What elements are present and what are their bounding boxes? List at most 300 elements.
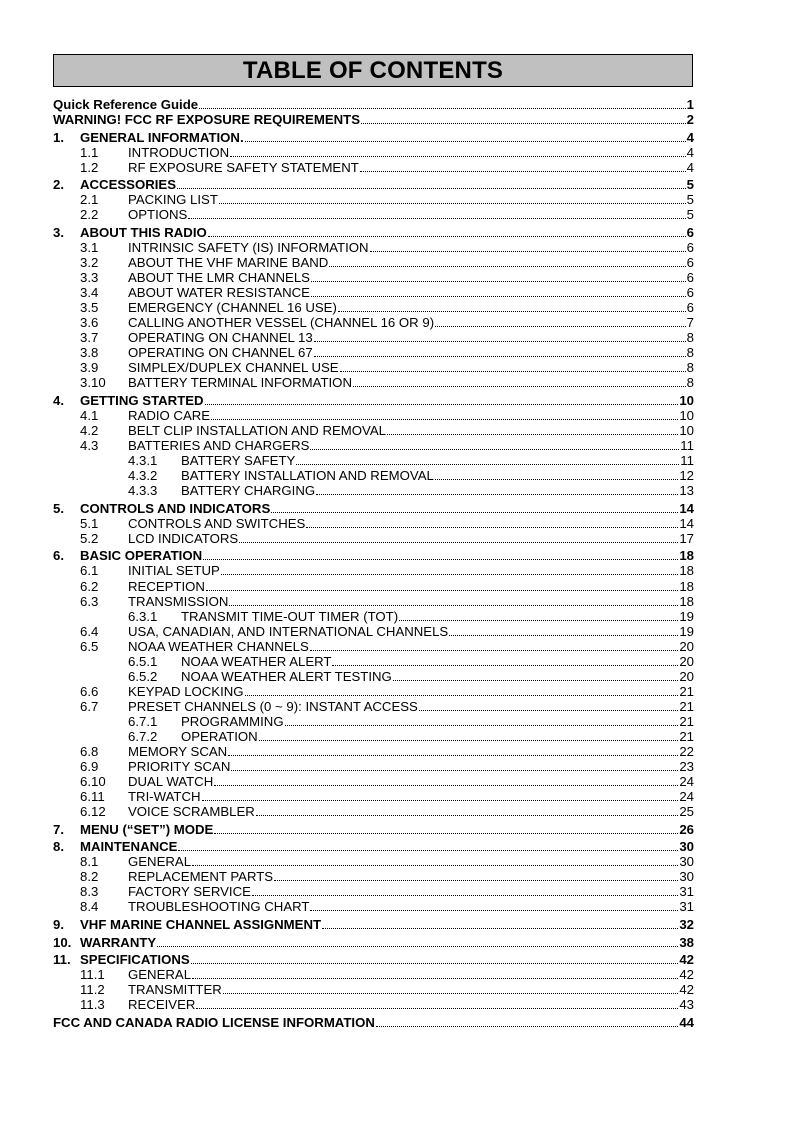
toc-entry-page: 17 bbox=[679, 530, 694, 546]
dot-leader bbox=[219, 193, 686, 204]
dot-leader bbox=[252, 885, 678, 896]
toc-entry[interactable] bbox=[53, 206, 694, 221]
dot-leader bbox=[221, 564, 678, 575]
toc-entry-page: 43 bbox=[679, 997, 694, 1013]
dot-leader bbox=[229, 595, 678, 606]
toc-entry-number: 3.8 bbox=[80, 345, 99, 361]
dot-leader bbox=[271, 502, 678, 513]
toc-entry-number: 3.10 bbox=[80, 375, 106, 391]
toc-entry-number: 5.2 bbox=[80, 530, 99, 546]
toc-entry-label: LCD INDICATORS bbox=[128, 530, 239, 546]
toc-entry-page: 24 bbox=[679, 789, 694, 805]
dot-leader bbox=[223, 983, 679, 994]
toc-entry-page: 42 bbox=[679, 982, 694, 998]
toc-entry[interactable] bbox=[53, 788, 694, 803]
page-title: TABLE OF CONTENTS bbox=[242, 56, 504, 84]
dot-leader bbox=[245, 131, 686, 142]
toc-entry-label: ABOUT WATER RESISTANCE bbox=[128, 285, 310, 301]
toc-entry-page: 4 bbox=[686, 159, 694, 175]
toc-entry-label: RECEPTION bbox=[128, 578, 205, 594]
toc-entry-page: 10 bbox=[679, 392, 694, 408]
dot-leader bbox=[177, 178, 686, 189]
toc-entry-page: 25 bbox=[679, 804, 694, 820]
toc-entry-page: 6 bbox=[686, 224, 694, 240]
toc-entry-label: PRIORITY SCAN bbox=[128, 759, 231, 775]
toc-entry[interactable] bbox=[53, 713, 694, 728]
toc-entry[interactable] bbox=[53, 407, 694, 422]
toc-entry-page: 11 bbox=[680, 438, 694, 454]
toc-entry[interactable] bbox=[53, 698, 694, 713]
toc-entry-label: INTRODUCTION bbox=[128, 144, 230, 160]
toc-entry-page: 42 bbox=[679, 952, 694, 968]
toc-entry-number: 1.1 bbox=[80, 144, 99, 160]
toc-entry[interactable] bbox=[53, 129, 694, 144]
toc-entry-page: 20 bbox=[679, 668, 694, 684]
toc-entry-page: 7 bbox=[686, 315, 694, 331]
toc-entry-page: 6 bbox=[686, 270, 694, 286]
toc-entry[interactable] bbox=[53, 284, 694, 299]
dot-leader bbox=[239, 532, 678, 543]
toc-entry-label: CONTROLS AND INDICATORS bbox=[80, 500, 271, 516]
toc-entry-label: GENERAL bbox=[128, 967, 192, 983]
toc-entry-page: 6 bbox=[686, 255, 694, 271]
toc-entry[interactable] bbox=[53, 593, 694, 608]
toc-entry-number: 6.7 bbox=[80, 698, 99, 714]
toc-entry-number: 6. bbox=[53, 548, 64, 564]
toc-entry[interactable] bbox=[53, 191, 694, 206]
toc-entry[interactable] bbox=[53, 743, 694, 758]
dot-leader bbox=[306, 517, 678, 528]
dot-leader bbox=[316, 484, 678, 495]
toc-entry-page: 21 bbox=[679, 698, 694, 714]
toc-entry-label: TROUBLESHOOTING CHART bbox=[128, 899, 310, 915]
toc-entry-number: 6.3.1 bbox=[128, 608, 158, 624]
toc-entry-page: 20 bbox=[679, 653, 694, 669]
toc-entry-number: 4.3 bbox=[80, 438, 99, 454]
toc-entry[interactable] bbox=[53, 452, 694, 467]
toc-entry-page: 21 bbox=[679, 683, 694, 699]
toc-entry[interactable] bbox=[53, 314, 694, 329]
dot-leader bbox=[256, 805, 679, 816]
dot-leader bbox=[311, 271, 686, 282]
toc-entry-page: 30 bbox=[679, 869, 694, 885]
toc-entry-page: 21 bbox=[679, 728, 694, 744]
toc-entry[interactable] bbox=[53, 344, 694, 359]
toc-entry[interactable] bbox=[53, 868, 694, 883]
toc-entry-number: 8.3 bbox=[80, 884, 99, 900]
toc-entry-number: 4.3.1 bbox=[128, 453, 158, 469]
toc-entry[interactable] bbox=[53, 577, 694, 592]
toc-entry-page: 44 bbox=[679, 1014, 694, 1030]
toc-entry-label: OPTIONS bbox=[128, 207, 188, 223]
toc-list bbox=[53, 96, 694, 1029]
toc-entry[interactable] bbox=[53, 437, 694, 452]
toc-entry[interactable] bbox=[53, 269, 694, 284]
toc-entry[interactable] bbox=[53, 608, 694, 623]
toc-entry-page: 4 bbox=[686, 129, 694, 145]
toc-entry-label: WARRANTY bbox=[80, 934, 157, 950]
toc-entry-number: 6.5.1 bbox=[128, 653, 158, 669]
toc-entry[interactable] bbox=[53, 500, 694, 515]
toc-entry-page: 2 bbox=[686, 112, 694, 128]
toc-entry-label: TRANSMITTER bbox=[128, 982, 222, 998]
toc-entry[interactable] bbox=[53, 515, 694, 530]
toc-entry-number: 3.1 bbox=[80, 239, 99, 255]
dot-leader bbox=[245, 685, 679, 696]
toc-entry-number: 4.1 bbox=[80, 407, 99, 423]
dot-leader bbox=[192, 855, 678, 866]
toc-entry-number: 6.10 bbox=[80, 774, 106, 790]
toc-entry-label: MEMORY SCAN bbox=[128, 744, 228, 760]
toc-entry-label: GENERAL INFORMATION. bbox=[80, 129, 244, 145]
dot-leader bbox=[435, 316, 686, 327]
toc-entry-label: USA, CANADIAN, AND INTERNATIONAL CHANNELS bbox=[128, 623, 449, 639]
toc-entry-label: KEYPAD LOCKING bbox=[128, 683, 244, 699]
dot-leader bbox=[435, 469, 679, 480]
dot-leader bbox=[202, 790, 679, 801]
toc-entry-number: 1. bbox=[53, 129, 64, 145]
toc-entry[interactable] bbox=[53, 916, 694, 931]
toc-entry-number: 6.6 bbox=[80, 683, 99, 699]
dot-leader bbox=[332, 655, 678, 666]
dot-leader bbox=[196, 998, 678, 1009]
toc-entry-number: 2.2 bbox=[80, 207, 99, 223]
toc-entry-label: NOAA WEATHER ALERT bbox=[181, 653, 332, 669]
toc-entry[interactable] bbox=[53, 773, 694, 788]
toc-entry-page: 22 bbox=[679, 744, 694, 760]
dot-leader bbox=[230, 146, 686, 157]
toc-entry-page: 42 bbox=[679, 967, 694, 983]
toc-entry-number: 1.2 bbox=[80, 159, 99, 175]
toc-entry-number: 8. bbox=[53, 839, 64, 855]
toc-entry[interactable] bbox=[53, 758, 694, 773]
toc-entry-page: 32 bbox=[679, 917, 694, 933]
toc-entry-number: 3.9 bbox=[80, 360, 99, 376]
dot-leader bbox=[310, 900, 678, 911]
toc-entry-page: 8 bbox=[686, 330, 694, 346]
toc-entry[interactable] bbox=[53, 299, 694, 314]
toc-entry-label: EMERGENCY (CHANNEL 16 USE) bbox=[128, 300, 337, 316]
dot-leader bbox=[311, 286, 686, 297]
toc-entry-page: 18 bbox=[679, 563, 694, 579]
toc-entry[interactable] bbox=[53, 467, 694, 482]
dot-leader bbox=[338, 301, 686, 312]
toc-entry-label: BATTERY CHARGING bbox=[181, 483, 316, 499]
toc-entry[interactable] bbox=[53, 329, 694, 344]
toc-entry-page: 20 bbox=[679, 638, 694, 654]
toc-entry-label: SIMPLEX/DUPLEX CHANNEL USE bbox=[128, 360, 339, 376]
toc-entry-number: 6.5 bbox=[80, 638, 99, 654]
toc-entry[interactable] bbox=[53, 239, 694, 254]
toc-entry-number: 8.4 bbox=[80, 899, 99, 915]
toc-entry-number: 6.12 bbox=[80, 804, 106, 820]
toc-entry-label: ABOUT THE LMR CHANNELS bbox=[128, 270, 310, 286]
toc-entry-page: 18 bbox=[679, 593, 694, 609]
toc-entry-label: MAINTENANCE bbox=[80, 839, 178, 855]
toc-entry-page: 30 bbox=[679, 854, 694, 870]
toc-entry-label: CALLING ANOTHER VESSEL (CHANNEL 16 OR 9) bbox=[128, 315, 435, 331]
dot-leader bbox=[203, 549, 678, 560]
toc-entry-label: INTRINSIC SAFETY (IS) INFORMATION bbox=[128, 239, 369, 255]
toc-entry-page: 8 bbox=[686, 360, 694, 376]
toc-entry[interactable] bbox=[53, 1014, 694, 1029]
toc-entry-page: 14 bbox=[679, 515, 694, 531]
dot-leader bbox=[399, 610, 678, 621]
toc-entry-page: 23 bbox=[679, 759, 694, 775]
toc-entry-page: 1 bbox=[686, 97, 694, 113]
toc-entry-page: 5 bbox=[686, 207, 694, 223]
toc-entry-label: TRANSMIT TIME-OUT TIMER (TOT) bbox=[181, 608, 399, 624]
toc-entry-label: BATTERIES AND CHARGERS bbox=[128, 438, 310, 454]
toc-entry-label: BATTERY SAFETY bbox=[181, 453, 296, 469]
dot-leader bbox=[387, 424, 678, 435]
toc-entry-label: VHF MARINE CHANNEL ASSIGNMENT bbox=[80, 917, 322, 933]
toc-entry-number: 6.5.2 bbox=[128, 668, 158, 684]
toc-entry[interactable] bbox=[53, 898, 694, 913]
toc-entry-page: 5 bbox=[686, 177, 694, 193]
toc-entry[interactable] bbox=[53, 981, 694, 996]
dot-leader bbox=[449, 625, 678, 636]
toc-entry-page: 10 bbox=[679, 423, 694, 439]
toc-entry-number: 5.1 bbox=[80, 515, 99, 531]
dot-leader bbox=[360, 161, 686, 172]
dot-leader bbox=[340, 361, 686, 372]
toc-entry-label: BATTERY INSTALLATION AND REMOVAL bbox=[181, 468, 434, 484]
toc-entry-label: CONTROLS AND SWITCHES bbox=[128, 515, 306, 531]
toc-entry-number: 11. bbox=[53, 952, 71, 968]
toc-entry-label: ABOUT THIS RADIO bbox=[80, 224, 207, 240]
toc-entry-number: 6.7.2 bbox=[128, 728, 158, 744]
toc-entry-label: RF EXPOSURE SAFETY STATEMENT bbox=[128, 159, 359, 175]
dot-leader bbox=[157, 936, 678, 947]
dot-leader bbox=[310, 439, 679, 450]
dot-leader bbox=[310, 640, 679, 651]
toc-entry-label: OPERATING ON CHANNEL 13 bbox=[128, 330, 313, 346]
toc-entry-number: 6.11 bbox=[80, 789, 105, 805]
toc-entry-number: 3. bbox=[53, 224, 64, 240]
toc-entry-page: 18 bbox=[679, 548, 694, 564]
toc-entry-number: 8.1 bbox=[80, 854, 99, 870]
toc-entry[interactable] bbox=[53, 934, 694, 949]
toc-entry[interactable] bbox=[53, 111, 694, 126]
toc-entry-label: BELT CLIP INSTALLATION AND REMOVAL bbox=[128, 423, 386, 439]
toc-entry-page: 6 bbox=[686, 239, 694, 255]
toc-entry-label: OPERATION bbox=[181, 728, 258, 744]
toc-entry[interactable] bbox=[53, 562, 694, 577]
toc-entry-number: 8.2 bbox=[80, 869, 99, 885]
toc-entry-page: 5 bbox=[686, 192, 694, 208]
toc-entry-page: 6 bbox=[686, 285, 694, 301]
toc-entry[interactable] bbox=[53, 159, 694, 174]
toc-entry-number: 3.2 bbox=[80, 255, 99, 271]
toc-entry-number: 11.1 bbox=[80, 967, 105, 983]
toc-entry[interactable] bbox=[53, 374, 694, 389]
toc-entry-page: 19 bbox=[679, 623, 694, 639]
toc-entry[interactable] bbox=[53, 422, 694, 437]
toc-entry-number: 10. bbox=[53, 934, 72, 950]
dot-leader bbox=[214, 823, 678, 834]
dot-leader bbox=[188, 208, 685, 219]
toc-entry[interactable] bbox=[53, 144, 694, 159]
toc-entry[interactable] bbox=[53, 883, 694, 898]
toc-entry[interactable] bbox=[53, 359, 694, 374]
toc-entry-label: ACCESSORIES bbox=[80, 177, 176, 193]
toc-entry-label: GENERAL bbox=[128, 854, 192, 870]
dot-leader bbox=[376, 1016, 678, 1027]
dot-leader bbox=[353, 376, 686, 387]
dot-leader bbox=[206, 580, 678, 591]
toc-entry[interactable] bbox=[53, 482, 694, 497]
toc-entry-number: 4.2 bbox=[80, 423, 99, 439]
toc-entry-number: 4.3.2 bbox=[128, 468, 158, 484]
toc-entry-number: 2. bbox=[53, 177, 64, 193]
toc-entry-number: 4.3.3 bbox=[128, 483, 158, 499]
toc-entry[interactable] bbox=[53, 392, 694, 407]
toc-entry-number: 6.8 bbox=[80, 744, 99, 760]
toc-entry-number: 6.4 bbox=[80, 623, 99, 639]
toc-entry[interactable] bbox=[53, 176, 694, 191]
toc-entry-page: 31 bbox=[679, 899, 694, 915]
dot-leader bbox=[192, 968, 678, 979]
toc-entry-label: SPECIFICATIONS bbox=[80, 952, 190, 968]
dot-leader bbox=[329, 256, 685, 267]
toc-entry[interactable] bbox=[53, 668, 694, 683]
toc-entry-label: BASIC OPERATION bbox=[80, 548, 203, 564]
toc-entry-page: 18 bbox=[679, 578, 694, 594]
dot-leader bbox=[393, 670, 679, 681]
toc-entry-label: OPERATING ON CHANNEL 67 bbox=[128, 345, 313, 361]
toc-entry-label: GETTING STARTED bbox=[80, 392, 204, 408]
toc-entry-number: 6.2 bbox=[80, 578, 99, 594]
toc-entry-number: 11.2 bbox=[80, 982, 105, 998]
dot-leader bbox=[314, 346, 686, 357]
dot-leader bbox=[231, 760, 678, 771]
toc-entry-label: WARNING! FCC RF EXPOSURE REQUIREMENTS bbox=[53, 112, 360, 128]
toc-entry-number: 7. bbox=[53, 821, 64, 837]
toc-entry-number: 6.9 bbox=[80, 759, 99, 775]
toc-entry[interactable] bbox=[53, 638, 694, 653]
dot-leader bbox=[178, 840, 678, 851]
toc-entry-number: 11.3 bbox=[80, 997, 105, 1013]
toc-entry-number: 9. bbox=[53, 917, 64, 933]
toc-entry-label: DUAL WATCH bbox=[128, 774, 214, 790]
dot-leader bbox=[361, 113, 686, 124]
toc-entry-page: 14 bbox=[679, 500, 694, 516]
toc-entry-number: 3.5 bbox=[80, 300, 99, 316]
toc-entry-label: TRI-WATCH bbox=[128, 789, 201, 805]
toc-entry-label: FACTORY SERVICE bbox=[128, 884, 251, 900]
toc-entry-label: RECEIVER bbox=[128, 997, 196, 1013]
toc-entry-page: 12 bbox=[679, 468, 694, 484]
toc-entry-label: PROGRAMMING bbox=[181, 713, 284, 729]
toc-entry-label: REPLACEMENT PARTS bbox=[128, 869, 274, 885]
toc-entry-page: 21 bbox=[679, 713, 694, 729]
toc-entry[interactable] bbox=[53, 838, 694, 853]
toc-entry-number: 6.3 bbox=[80, 593, 99, 609]
toc-entry-page: 8 bbox=[686, 345, 694, 361]
toc-entry-number: 2.1 bbox=[80, 192, 99, 208]
dot-leader bbox=[199, 98, 686, 109]
dot-leader bbox=[419, 700, 678, 711]
toc-entry[interactable] bbox=[53, 530, 694, 545]
dot-leader bbox=[259, 730, 679, 741]
toc-entry-page: 13 bbox=[679, 483, 694, 499]
toc-entry-page: 6 bbox=[686, 300, 694, 316]
toc-entry[interactable] bbox=[53, 996, 694, 1011]
toc-entry-number: 6.7.1 bbox=[128, 713, 158, 729]
toc-entry[interactable] bbox=[53, 224, 694, 239]
toc-entry-number: 3.7 bbox=[80, 330, 99, 346]
toc-entry-label: VOICE SCRAMBLER bbox=[128, 804, 255, 820]
toc-entry-label: INITIAL SETUP bbox=[128, 563, 220, 579]
toc-entry[interactable] bbox=[53, 547, 694, 562]
dot-leader bbox=[274, 870, 678, 881]
toc-entry-label: FCC AND CANADA RADIO LICENSE INFORMATION bbox=[53, 1014, 375, 1030]
dot-leader bbox=[214, 775, 678, 786]
dot-leader bbox=[211, 409, 678, 420]
toc-entry-page: 19 bbox=[679, 608, 694, 624]
toc-entry-number: 3.4 bbox=[80, 285, 99, 301]
toc-entry-label: BATTERY TERMINAL INFORMATION bbox=[128, 375, 352, 391]
toc-entry[interactable] bbox=[53, 254, 694, 269]
toc-entry[interactable] bbox=[53, 96, 694, 111]
toc-entry[interactable] bbox=[53, 966, 694, 981]
toc-entry-page: 30 bbox=[679, 839, 694, 855]
toc-entry-label: ABOUT THE VHF MARINE BAND bbox=[128, 255, 329, 271]
toc-entry-label: PACKING LIST bbox=[128, 192, 218, 208]
toc-entry[interactable] bbox=[53, 653, 694, 668]
toc-title-box bbox=[53, 54, 693, 87]
toc-entry-label: TRANSMISSION bbox=[128, 593, 229, 609]
toc-entry-page: 4 bbox=[686, 144, 694, 160]
toc-entry[interactable] bbox=[53, 951, 694, 966]
toc-entry-page: 8 bbox=[686, 375, 694, 391]
toc-entry-number: 3.3 bbox=[80, 270, 99, 286]
toc-entry-page: 31 bbox=[679, 884, 694, 900]
dot-leader bbox=[205, 394, 679, 405]
toc-entry-page: 11 bbox=[680, 453, 694, 469]
toc-entry[interactable] bbox=[53, 683, 694, 698]
dot-leader bbox=[191, 953, 679, 964]
toc-entry-label: MENU (“SET”) MODE bbox=[80, 821, 214, 837]
dot-leader bbox=[322, 918, 678, 929]
toc-entry-number: 4. bbox=[53, 392, 64, 408]
toc-entry-page: 10 bbox=[679, 407, 694, 423]
dot-leader bbox=[370, 241, 686, 252]
toc-entry[interactable] bbox=[53, 853, 694, 868]
toc-entry[interactable] bbox=[53, 728, 694, 743]
dot-leader bbox=[285, 715, 679, 726]
dot-leader bbox=[296, 454, 679, 465]
toc-entry-label: Quick Reference Guide bbox=[53, 97, 199, 113]
toc-entry-page: 26 bbox=[679, 821, 694, 837]
toc-entry-number: 3.6 bbox=[80, 315, 99, 331]
toc-entry[interactable] bbox=[53, 821, 694, 836]
dot-leader bbox=[228, 745, 678, 756]
dot-leader bbox=[208, 226, 686, 237]
toc-entry-page: 38 bbox=[679, 934, 694, 950]
toc-entry-label: RADIO CARE bbox=[128, 407, 211, 423]
toc-entry-number: 5. bbox=[53, 500, 64, 516]
dot-leader bbox=[314, 331, 686, 342]
toc-entry[interactable] bbox=[53, 623, 694, 638]
toc-entry-label: NOAA WEATHER CHANNELS bbox=[128, 638, 309, 654]
toc-entry-page: 24 bbox=[679, 774, 694, 790]
toc-entry-label: PRESET CHANNELS (0 ~ 9): INSTANT ACCESS bbox=[128, 698, 418, 714]
toc-entry-label: NOAA WEATHER ALERT TESTING bbox=[181, 668, 392, 684]
toc-entry-number: 6.1 bbox=[80, 563, 99, 579]
toc-entry[interactable] bbox=[53, 803, 694, 818]
